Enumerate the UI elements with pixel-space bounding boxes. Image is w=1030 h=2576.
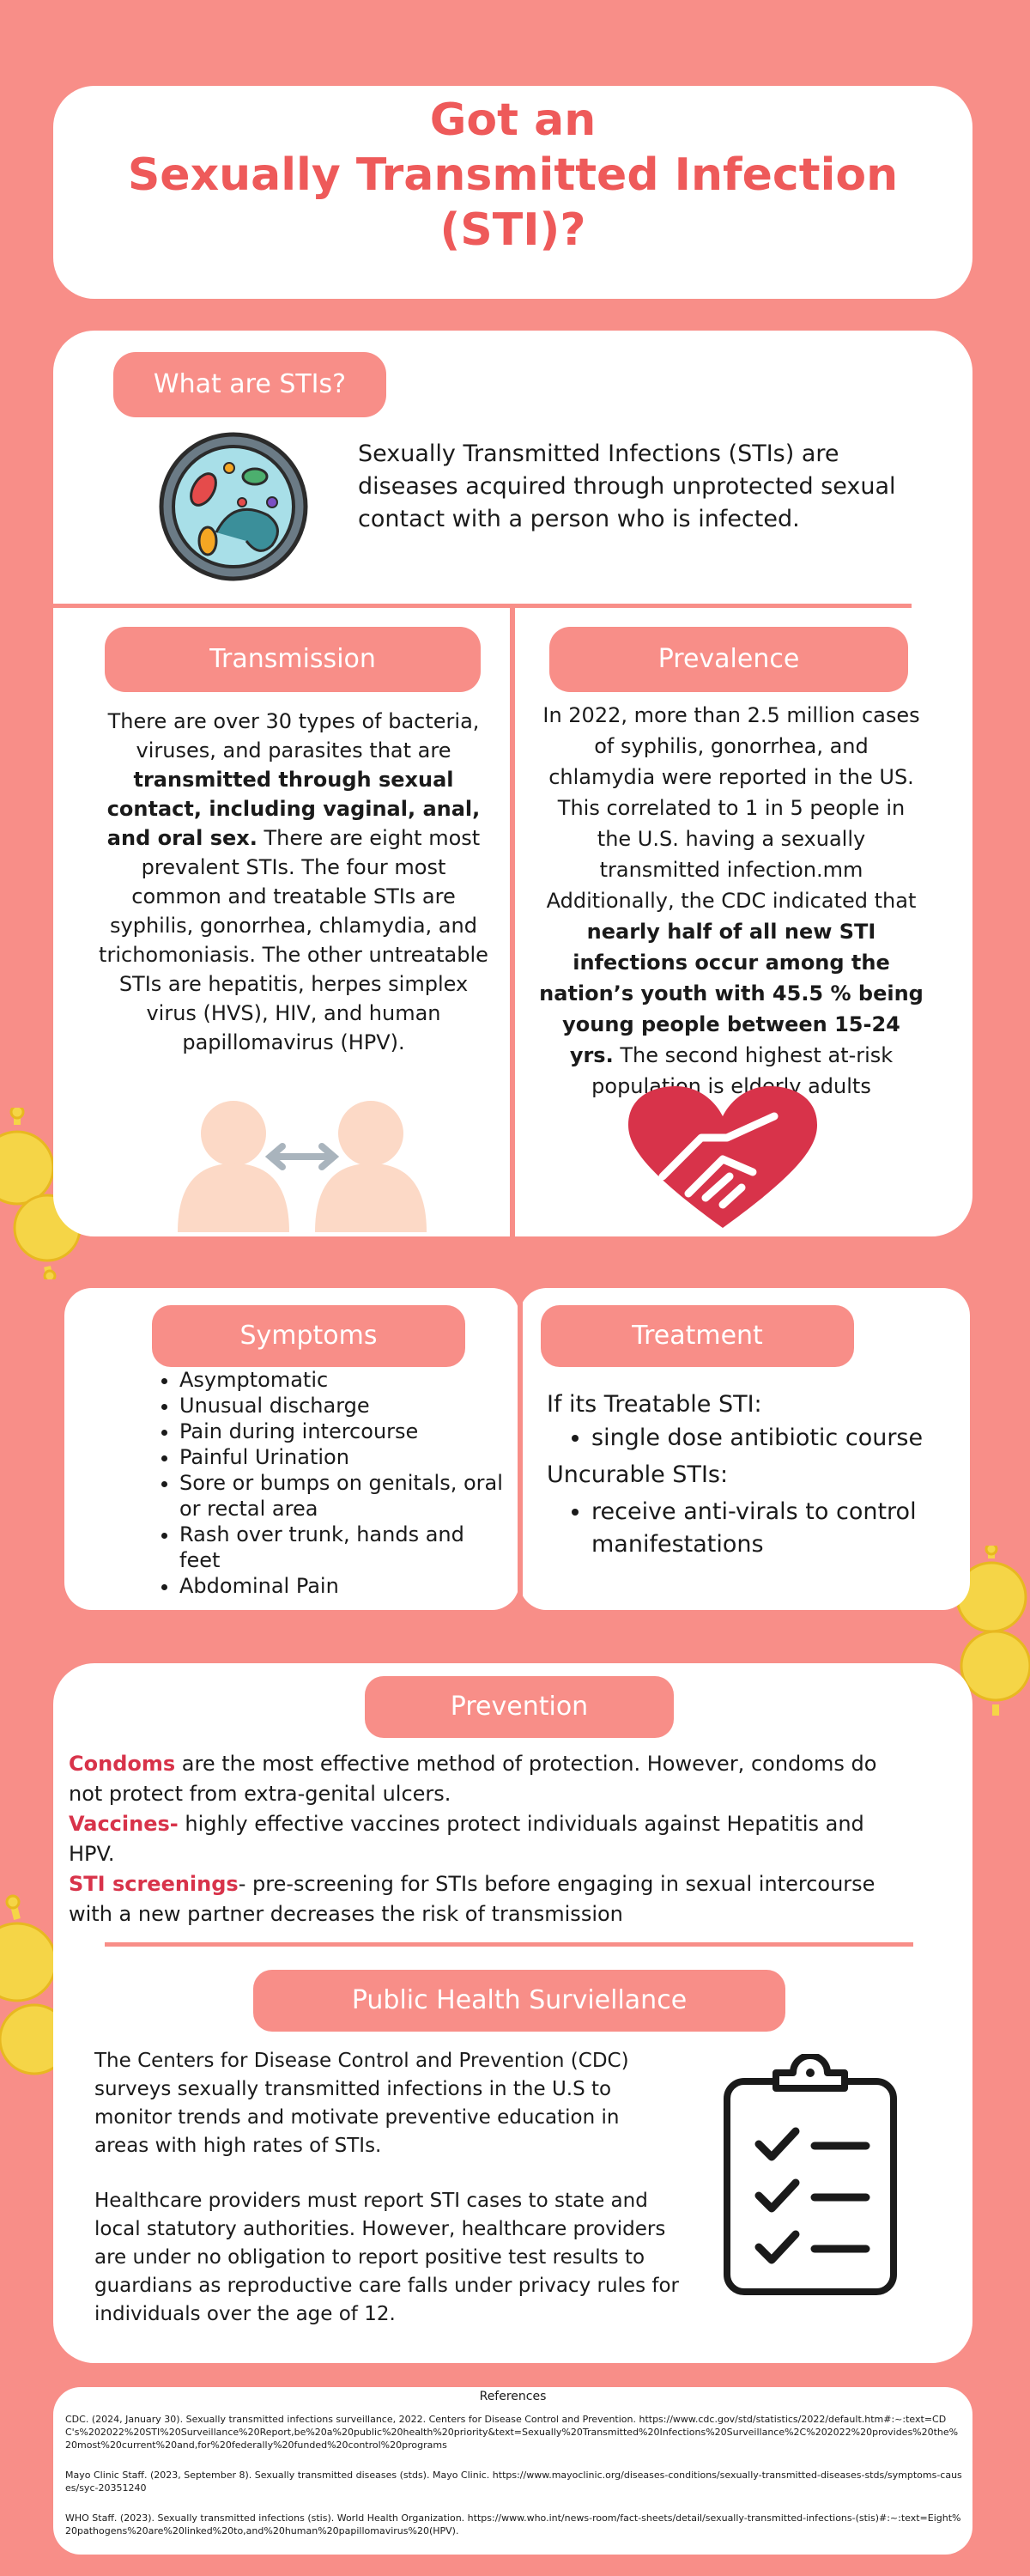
list-item: • Unusual discharge bbox=[179, 1393, 511, 1419]
list-item: • Pain during intercourse bbox=[179, 1419, 511, 1444]
symptoms-card bbox=[64, 1288, 519, 1610]
prevalence-text: In 2022, more than 2.5 million cases of syphilis, gonorrhea, and chlamydia were reported in the US. This correlated to 1 in 5 people in the U.S. having a sexually transmitted infection.mm Additionally, the CDC indicated that nearly half of all new STI infections occur among the nation’s youth with 45.5 % being young people between 15-24 yrs. The second highest at-risk population is elderly adults bbox=[539, 703, 924, 1098]
prevalence-heading: Prevalence bbox=[549, 627, 908, 692]
title-line-3: (STI)? bbox=[439, 204, 586, 256]
transmission-heading: Transmission bbox=[105, 627, 481, 692]
reference-item: Mayo Clinic Staff. (2023, September 8). Sexually transmitted diseases (stds). Mayo Clinic. https://www.mayoclinic.org/diseases-conditions/sexually-transmitted-diseases-stds/symptoms-causes/syc-20351240 bbox=[65, 2470, 962, 2494]
overview-card bbox=[53, 331, 972, 1236]
what-are-heading: What are STIs? bbox=[113, 352, 386, 417]
list-item: • single dose antibiotic course bbox=[591, 1422, 957, 1455]
divider bbox=[53, 604, 912, 608]
prevention-heading: Prevention bbox=[365, 1676, 674, 1738]
list-item: • Sore or bumps on genitals, oral or rectal area bbox=[179, 1470, 511, 1522]
title-card bbox=[53, 86, 972, 299]
references-card bbox=[53, 2387, 972, 2555]
heart-handshake-icon bbox=[628, 1086, 817, 1232]
reference-item: CDC. (2024, January 30). Sexually transmitted infections surveillance, 2022. Centers for Disease Control and Prevention. https://www.cdc.gov/std/statistics/2022/default.htm#:~:text=CDC's%202022%20STI%20Surveillance%20Report,be%20a%20public%20health%20priority&text=Sexually%20Transmitted%20Infections%20Surveillance%2C%202022%20provides%20the%20most%20current%20and,for%20federally%20funded%20control%20programs bbox=[65, 2414, 959, 2451]
treatable-list bbox=[562, 1422, 957, 1455]
list-item: • Painful Urination bbox=[179, 1444, 511, 1470]
treatment-heading: Treatment bbox=[541, 1305, 854, 1367]
title-line-2: Sexually Transmitted Infection bbox=[127, 149, 899, 201]
clipboard-checklist-icon bbox=[720, 2054, 900, 2299]
prevention-text bbox=[69, 1749, 914, 1929]
divider bbox=[105, 1942, 913, 1947]
symptoms-heading: Symptoms bbox=[152, 1305, 465, 1367]
condoms-item: Condoms are the most effective method of protection. However, condoms do not protect from extra-genital ulcers. bbox=[69, 1752, 877, 1806]
bacteria-dish-icon bbox=[156, 429, 311, 584]
prevention-card bbox=[53, 1663, 972, 2363]
surveillance-para-1: The Centers for Disease Control and Prevention (CDC) surveys sexually transmitted infections in the U.S to monitor trends and motivate preventive education in areas with high rates of STIs. bbox=[94, 2050, 629, 2157]
list-item: • Abdominal Pain bbox=[179, 1573, 511, 1599]
divider bbox=[518, 1288, 523, 1610]
screening-item: STI screenings- pre-screening for STIs before engaging in sexual intercourse with a new partner decreases the risk of transmission bbox=[69, 1872, 876, 1926]
surveillance-heading: Public Health Surviellance bbox=[253, 1970, 785, 2032]
title-line-1: Got an bbox=[429, 94, 597, 146]
what-are-text: Sexually Transmitted Infections (STIs) are diseases acquired through unprotected sexual contact with a person who is infected. bbox=[358, 440, 896, 532]
people-transfer-icon bbox=[173, 1095, 431, 1232]
transmission-text: There are over 30 types of bacteria, viruses, and parasites that are transmitted through sexual contact, including vaginal, anal, and oral sex. There are eight most prevalent STIs. The four most common and treatable STIs are syphilis, gonorrhea, chlamydia, and trichomoniasis. The other untreatable STIs are hepatitis, herpes simplex virus (HVS), HIV, and human papillomavirus (HPV). bbox=[99, 709, 488, 1054]
treatable-label: If its Treatable STI: bbox=[547, 1391, 762, 1418]
reference-item: WHO Staff. (2023). Sexually transmitted infections (stis). World Health Organization. https://www.who.int/news-room/fact-sheets/detail/sexually-transmitted-infections-(stis)#:~:text=Eight%20pathogens%20are%20linked%20to,and%20human%20papillomavirus%20(HPV). bbox=[65, 2512, 961, 2537]
surveillance-para-2: Healthcare providers must report STI cases to state and local statutory authorities. However, healthcare providers are under no obligation to report positive test results to guardians as reproductive care falls under privacy rules for individuals over the age of 12. bbox=[94, 2190, 679, 2325]
divider bbox=[510, 605, 515, 1236]
uncurable-label: Uncurable STIs: bbox=[547, 1461, 729, 1488]
list-item: • Rash over trunk, hands and feet bbox=[179, 1522, 511, 1573]
uncurable-list bbox=[562, 1496, 940, 1561]
vaccines-item: Vaccines- highly effective vaccines protect individuals against Hepatitis and HPV. bbox=[69, 1812, 864, 1866]
treatment-card bbox=[519, 1288, 970, 1610]
list-item: • Asymptomatic bbox=[179, 1367, 511, 1393]
symptoms-list bbox=[150, 1367, 511, 1599]
list-item: • receive anti-virals to control manifestations bbox=[591, 1496, 940, 1561]
references-heading: References bbox=[479, 2390, 547, 2403]
